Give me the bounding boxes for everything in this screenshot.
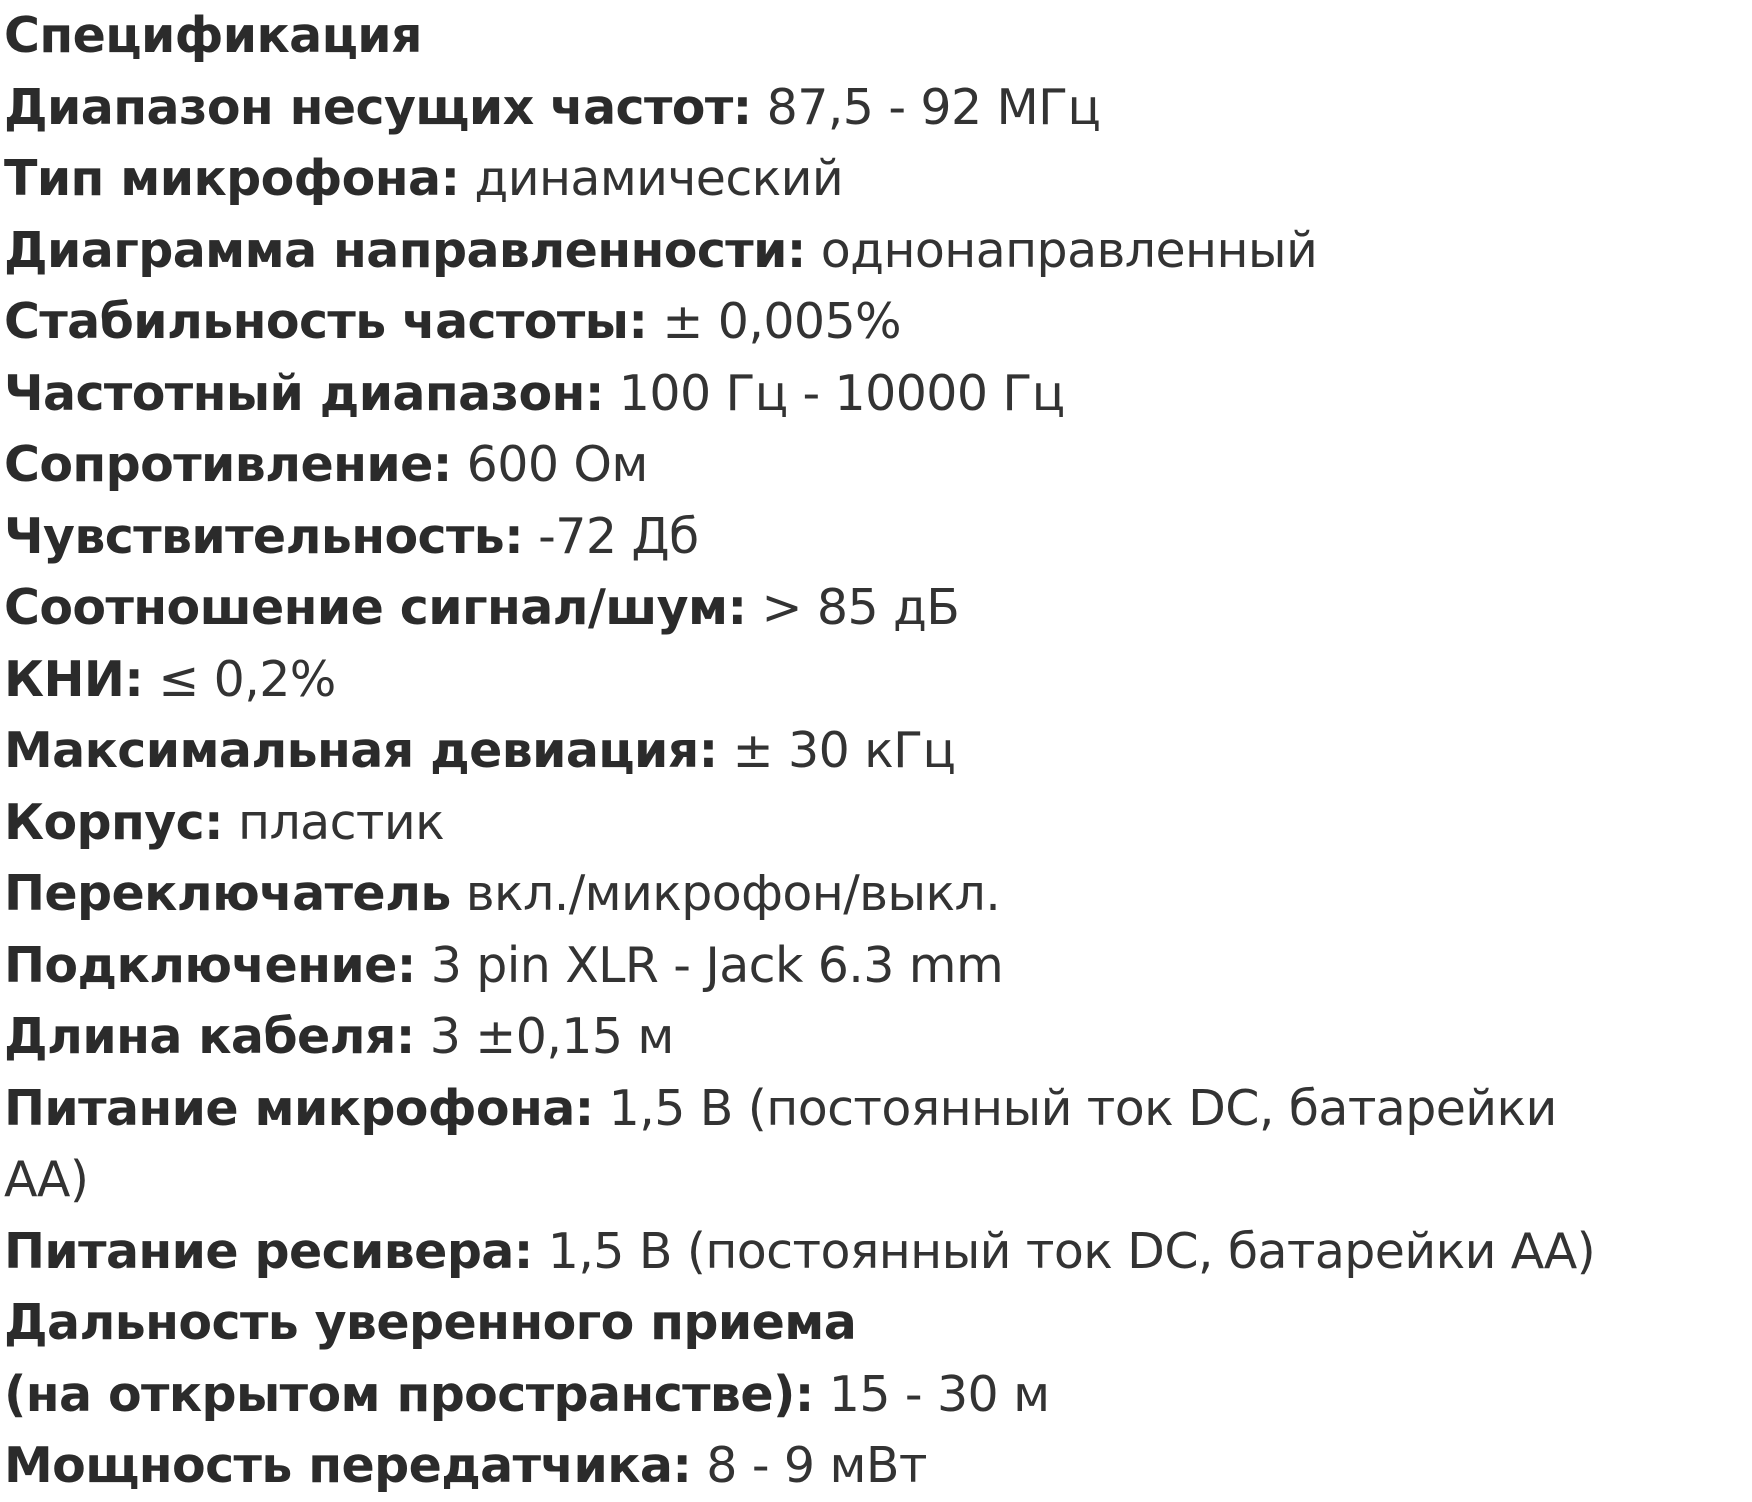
spec-label: Стабильность частоты: bbox=[4, 293, 648, 350]
spec-sheet bbox=[4, 0, 1744, 1502]
spec-label: Частотный диапазон: bbox=[4, 364, 604, 422]
spec-row-switch bbox=[4, 858, 1744, 930]
spec-value: 15 - 30 м bbox=[813, 1365, 1050, 1423]
spec-value: однонаправленный bbox=[805, 221, 1318, 279]
spec-row-range-heading bbox=[4, 1287, 1744, 1359]
spec-value: 3 pin XLR - Jack 6.3 mm bbox=[415, 936, 1004, 994]
spec-value: вкл./микрофон/выкл. bbox=[450, 865, 1001, 922]
spec-value: -72 Дб bbox=[523, 507, 699, 565]
spec-row-max-deviation bbox=[4, 715, 1744, 787]
spec-value: пластик bbox=[223, 793, 445, 851]
spec-value: 8 - 9 мВт bbox=[691, 1437, 927, 1494]
spec-value: ± 30 кГц bbox=[717, 722, 956, 779]
spec-label: Диапазон несущих частот: bbox=[4, 78, 752, 136]
spec-label: Питание микрофона: bbox=[4, 1079, 594, 1137]
spec-value: 1,5 В (постоянный ток DC, батарейки bbox=[593, 1079, 1557, 1137]
spec-row-mic-type bbox=[4, 143, 1744, 215]
spec-label: Длина кабеля: bbox=[4, 1008, 415, 1065]
spec-label: Переключатель bbox=[4, 865, 451, 922]
spec-row-receiver-power bbox=[4, 1216, 1744, 1288]
spec-label: Соотношение сигнал/шум: bbox=[4, 579, 747, 636]
spec-title: Спецификация bbox=[4, 7, 422, 64]
spec-row-transmitter-power bbox=[4, 1430, 1744, 1502]
spec-value: 1,5 В (постоянный ток DC, батарейки АА) bbox=[532, 1222, 1596, 1280]
spec-value: 87,5 - 92 МГц bbox=[751, 78, 1101, 136]
spec-label: Мощность передатчика: bbox=[4, 1437, 692, 1494]
spec-value: 3 ±0,15 м bbox=[414, 1008, 674, 1065]
spec-label: Подключение: bbox=[4, 936, 416, 994]
spec-row-frequency-stability bbox=[4, 286, 1744, 358]
spec-label: Тип микрофона: bbox=[4, 150, 460, 207]
spec-value: динамический bbox=[459, 150, 844, 207]
spec-value: 600 Ом bbox=[451, 436, 648, 493]
spec-label: Чувствительность: bbox=[4, 507, 524, 565]
spec-row-housing bbox=[4, 787, 1744, 859]
spec-row-impedance bbox=[4, 429, 1744, 501]
spec-row-connection bbox=[4, 930, 1744, 1002]
spec-label: Корпус: bbox=[4, 793, 224, 851]
spec-row-carrier-range bbox=[4, 72, 1744, 144]
spec-label: Диаграмма направленности: bbox=[4, 221, 806, 279]
spec-value: ≤ 0,2% bbox=[143, 650, 336, 708]
spec-label: Максимальная девиация: bbox=[4, 722, 718, 779]
spec-value: АА) bbox=[4, 1151, 89, 1208]
spec-label: Сопротивление: bbox=[4, 436, 452, 493]
spec-row-mic-power bbox=[4, 1073, 1744, 1145]
spec-value: ± 0,005% bbox=[647, 293, 902, 350]
spec-label: (на открытом пространстве): bbox=[4, 1365, 814, 1423]
spec-label: Дальность уверенного приема bbox=[4, 1294, 857, 1351]
spec-row-cable-length bbox=[4, 1001, 1744, 1073]
spec-row-thd bbox=[4, 644, 1744, 716]
spec-row-open-space-range bbox=[4, 1359, 1744, 1431]
spec-label: КНИ: bbox=[4, 650, 144, 708]
spec-value: 100 Гц - 10000 Гц bbox=[603, 364, 1065, 422]
spec-row-sensitivity bbox=[4, 501, 1744, 573]
spec-row-mic-power-continuation bbox=[4, 1144, 1744, 1216]
spec-row-snr bbox=[4, 572, 1744, 644]
spec-row-polar-pattern bbox=[4, 215, 1744, 287]
spec-value: > 85 дБ bbox=[746, 579, 960, 636]
spec-row-frequency-range bbox=[4, 358, 1744, 430]
spec-label: Питание ресивера: bbox=[4, 1222, 533, 1280]
